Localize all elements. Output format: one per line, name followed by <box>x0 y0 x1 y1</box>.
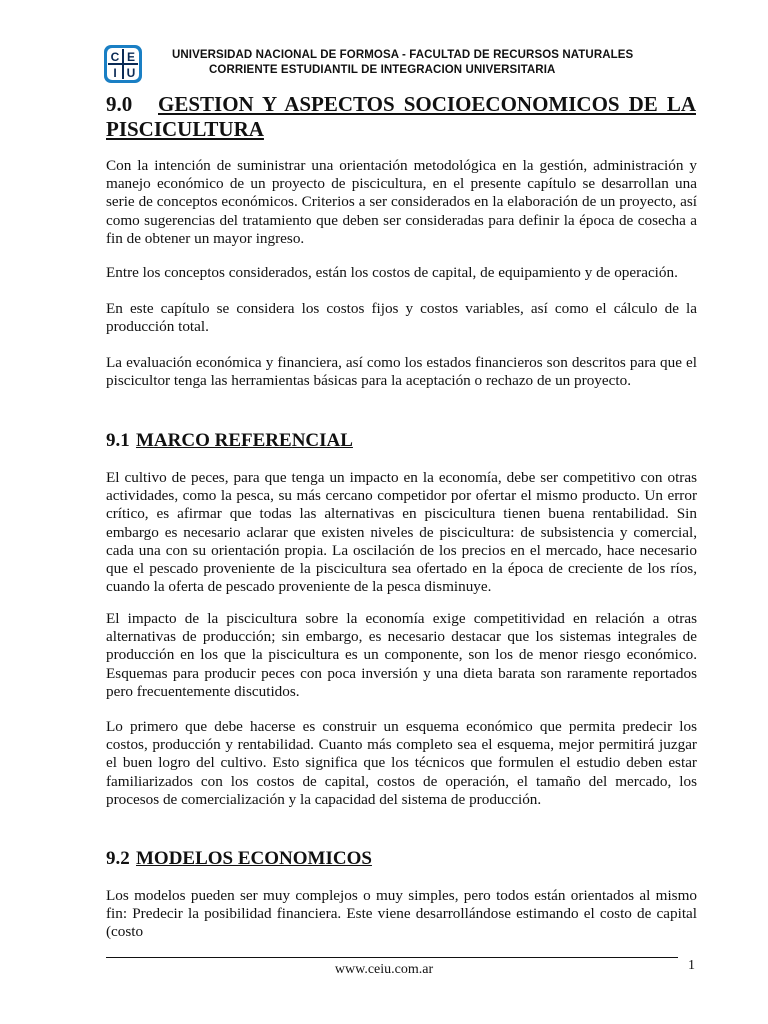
logo-letter-e: E <box>126 50 136 64</box>
header-student-group: CORRIENTE ESTUDIANTIL DE INTEGRACION UNIVERSITARIA <box>209 64 556 76</box>
section-9-1-paragraph-3: Lo primero que debe hacerse es construir un esquema económico que permita predecir los costos, producción y rentabilidad. Cuanto más completo sea el esquema, mejor permitirá juzgar el buen logro del cultivo. Esto significa que los técnicos que formulen el estudio deben estar familiarizados con los costos de capital, costos de operación, el tamaño del mercado, los procesos de comercialización y la capacidad del sistema de producción. <box>106 718 697 808</box>
header-university: UNIVERSIDAD NACIONAL DE FORMOSA - FACULTAD DE RECURSOS NATURALES <box>172 49 634 61</box>
intro-paragraph-1: Con la intención de suministrar una orientación metodológica en la gestión, administración y manejo económico de un proyecto de piscicultura, en el presente capítulo se desarrollan una serie de conceptos económicos. Criterios a ser considerados en la elaboración de un proyecto, así como sugerencias del tratamiento que deben ser consideradas para definir la época de cosecha a fin de obtener un mayor ingreso. <box>106 157 697 247</box>
logo-letter-i: I <box>113 66 117 80</box>
chapter-heading <box>106 92 696 142</box>
chapter-number: 9.0 <box>106 92 133 116</box>
page-number: 1 <box>688 958 695 973</box>
logo-letter-u: U <box>126 66 136 80</box>
chapter-title: GESTION Y ASPECTOS SOCIOECONOMICOS DE LA PISCICULTURA <box>106 92 696 141</box>
section-9-2-paragraph-1: Los modelos pueden ser muy complejos o muy simples, pero todos están orientados al mismo fin: Predecir la posibilidad financiera. Este viene desarrollándose estimando el costo de capital (costo <box>106 887 697 941</box>
ceiu-logo <box>104 45 142 83</box>
section-9-1-paragraph-2: El impacto de la piscicultura sobre la economía exige competitividad en relación a otras alternativas de producción; sin embargo, es necesario destacar que los sistemas integrales de producción en los que la piscicultura es un componente, son los de menor riesgo económico. Esquemas para producir peces con poca inversión y una dieta barata son raramente reportados pero frecuentemente discutidos. <box>106 610 697 700</box>
section-9-2-heading <box>106 848 372 870</box>
section-9-1-paragraph-1: El cultivo de peces, para que tenga un impacto en la economía, debe ser competitivo con otras actividades, como la pesca, su más cercano competidor por ofertar el mismo producto. Un error crítico, es afirmar que todas las alternativas en piscicultura tienen buena rentabilidad. Sin embargo es necesario aclarar que existen niveles de piscicultura: de subsistencia y comercial, cada una con su orientación propia. La oscilación de los precios en el mercado, hace necesario que el pescado proveniente de la piscicultura sea ofertado en la época de creciente de los ríos, cuando la oferta de pescado proveniente de la pesca disminuye. <box>106 469 697 596</box>
footer-url: www.ceiu.com.ar <box>334 962 434 977</box>
section-9-2-number: 9.2 <box>106 848 130 869</box>
section-9-1-heading <box>106 430 353 452</box>
section-9-1-number: 9.1 <box>106 430 130 451</box>
intro-paragraph-2: Entre los conceptos considerados, están los costos de capital, de equipamiento y de operación. <box>106 264 678 281</box>
intro-paragraph-3: En este capítulo se considera los costos fijos y costos variables, así como el cálculo de la producción total. <box>106 300 697 336</box>
footer-divider <box>106 957 678 958</box>
logo-letter-c: C <box>110 50 120 64</box>
section-9-2-title: MODELOS ECONOMICOS <box>136 848 372 869</box>
intro-paragraph-4: La evaluación económica y financiera, así como los estados financieros son descritos para que el piscicultor tenga las herramientas básicas para la aceptación o rechazo de un proyecto. <box>106 354 697 390</box>
section-9-1-title: MARCO REFERENCIAL <box>136 430 353 451</box>
